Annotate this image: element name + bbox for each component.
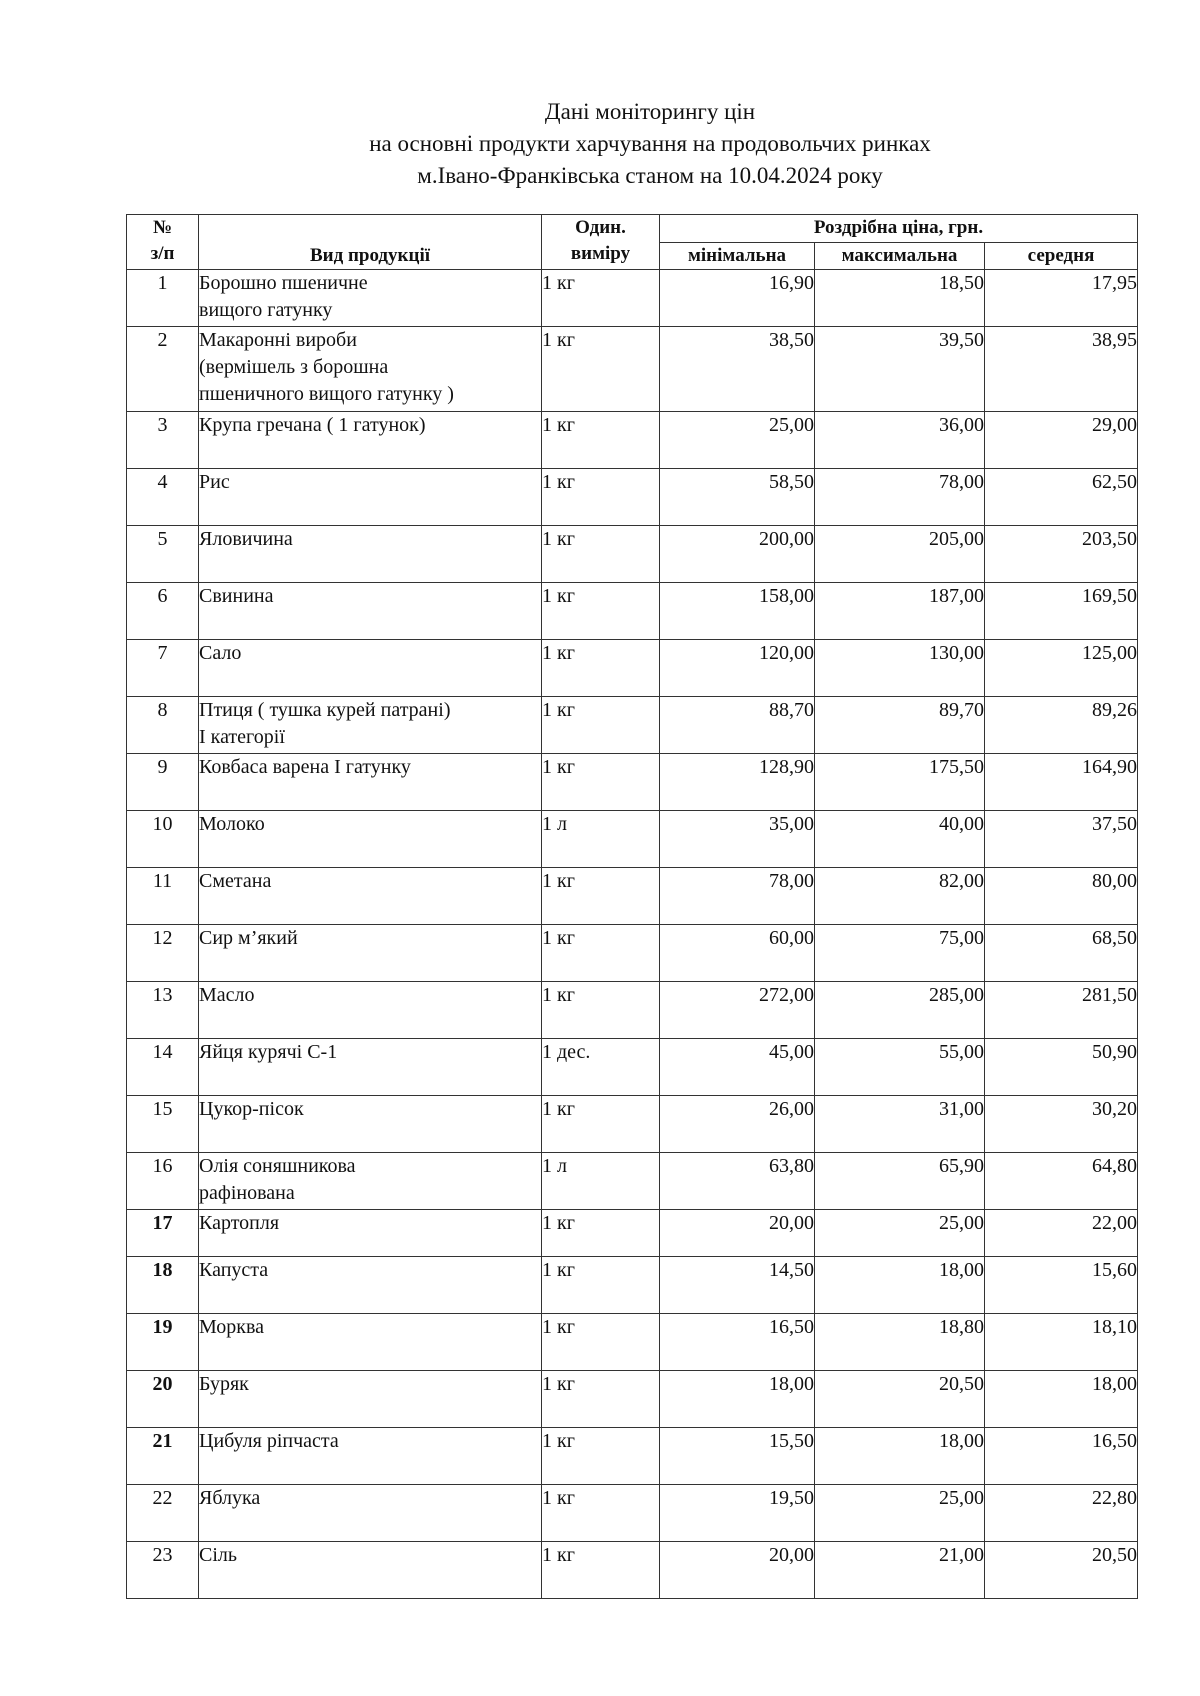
row-number: 5 [127,526,199,583]
table-row [127,868,1138,925]
min-price: 158,00 [660,583,815,640]
product-name: Морква [199,1314,542,1371]
table-row [127,1485,1138,1542]
table-row [127,754,1138,811]
table-row [127,697,1138,754]
avg-price: 89,26 [985,697,1138,754]
row-number: 11 [127,868,199,925]
table-row [127,1153,1138,1210]
row-number: 3 [127,412,199,469]
avg-price: 125,00 [985,640,1138,697]
avg-price: 62,50 [985,469,1138,526]
header-number-line-1: № [152,217,173,238]
min-price: 38,50 [660,327,815,412]
min-price: 63,80 [660,1153,815,1210]
row-number: 10 [127,811,199,868]
max-price: 18,80 [815,1314,985,1371]
unit: 1 кг [542,868,660,925]
max-price: 21,00 [815,1542,985,1599]
unit: 1 дес. [542,1039,660,1096]
unit: 1 кг [542,982,660,1039]
table-row [127,526,1138,583]
avg-price: 80,00 [985,868,1138,925]
unit: 1 кг [542,469,660,526]
unit: 1 л [542,811,660,868]
table-row [127,640,1138,697]
row-number: 1 [127,270,199,327]
min-price: 272,00 [660,982,815,1039]
product-name-line: Борошно пшеничне [199,272,368,294]
avg-price: 281,50 [985,982,1138,1039]
min-price: 35,00 [660,811,815,868]
product-name [199,327,542,412]
min-price: 200,00 [660,526,815,583]
row-number: 8 [127,697,199,754]
unit: 1 кг [542,1428,660,1485]
unit: 1 кг [542,327,660,412]
product-name [199,1153,542,1210]
min-price: 120,00 [660,640,815,697]
row-number: 9 [127,754,199,811]
max-price: 36,00 [815,412,985,469]
max-price: 40,00 [815,811,985,868]
avg-price: 203,50 [985,526,1138,583]
title-line-1: Дані моніторингу цін [544,99,756,124]
max-price: 65,90 [815,1153,985,1210]
unit: 1 кг [542,1257,660,1314]
unit: 1 кг [542,1096,660,1153]
row-number: 22 [127,1485,199,1542]
avg-price: 17,95 [985,270,1138,327]
unit: 1 кг [542,1314,660,1371]
unit: 1 кг [542,697,660,754]
header-avg-price: середня [985,243,1138,270]
unit: 1 кг [542,1210,660,1257]
row-number: 13 [127,982,199,1039]
product-name: Крупа гречана ( 1 гатунок) [199,412,542,469]
max-price: 55,00 [815,1039,985,1096]
max-price: 130,00 [815,640,985,697]
product-name-line: Макаронні вироби [199,329,357,351]
max-price: 75,00 [815,925,985,982]
table-row [127,327,1138,412]
unit: 1 кг [542,1371,660,1428]
unit: 1 кг [542,270,660,327]
product-name: Рис [199,469,542,526]
product-name-line: I категорії [199,726,285,748]
min-price: 60,00 [660,925,815,982]
row-number: 19 [127,1314,199,1371]
avg-price: 22,00 [985,1210,1138,1257]
min-price: 16,50 [660,1314,815,1371]
product-name: Яблука [199,1485,542,1542]
product-name: Свинина [199,583,542,640]
price-table [126,214,1138,1599]
max-price: 82,00 [815,868,985,925]
product-name: Сир м’який [199,925,542,982]
min-price: 88,70 [660,697,815,754]
row-number: 21 [127,1428,199,1485]
avg-price: 18,00 [985,1371,1138,1428]
table-row [127,982,1138,1039]
row-number: 7 [127,640,199,697]
header-max-price: максимальна [815,243,985,270]
product-name: Капуста [199,1257,542,1314]
row-number: 16 [127,1153,199,1210]
table-row [127,1210,1138,1257]
min-price: 18,00 [660,1371,815,1428]
table-row [127,1371,1138,1428]
avg-price: 29,00 [985,412,1138,469]
table-row [127,1096,1138,1153]
max-price: 187,00 [815,583,985,640]
row-number: 6 [127,583,199,640]
table-row [127,1428,1138,1485]
min-price: 20,00 [660,1542,815,1599]
max-price: 18,00 [815,1428,985,1485]
avg-price: 50,90 [985,1039,1138,1096]
min-price: 25,00 [660,412,815,469]
table-row [127,1542,1138,1599]
title-line-3: м.Івано-Франківська станом на 10.04.2024 року [417,163,883,188]
unit: 1 кг [542,412,660,469]
product-name: Сало [199,640,542,697]
unit: 1 кг [542,1542,660,1599]
min-price: 16,90 [660,270,815,327]
max-price: 89,70 [815,697,985,754]
product-name [199,697,542,754]
product-name-line: пшеничного вищого гатунку ) [199,383,454,405]
product-name: Ковбаса варена I гатунку [199,754,542,811]
avg-price: 15,60 [985,1257,1138,1314]
table-row [127,1257,1138,1314]
header-number [127,215,199,270]
header-unit [542,215,660,270]
avg-price: 164,90 [985,754,1138,811]
unit: 1 кг [542,925,660,982]
min-price: 58,50 [660,469,815,526]
row-number: 20 [127,1371,199,1428]
product-name-line: вищого гатунку [199,299,333,321]
max-price: 31,00 [815,1096,985,1153]
table-row [127,412,1138,469]
avg-price: 38,95 [985,327,1138,412]
row-number: 23 [127,1542,199,1599]
unit: 1 кг [542,1485,660,1542]
title-line-2: на основні продукти харчування на продовольчих ринках [369,131,931,156]
max-price: 205,00 [815,526,985,583]
header-product: Вид продукції [199,215,542,270]
max-price: 25,00 [815,1210,985,1257]
product-name: Масло [199,982,542,1039]
min-price: 26,00 [660,1096,815,1153]
product-name [199,270,542,327]
unit: 1 кг [542,526,660,583]
max-price: 18,00 [815,1257,985,1314]
header-retail-price: Роздрібна ціна, грн. [660,215,1138,243]
product-name: Молоко [199,811,542,868]
max-price: 20,50 [815,1371,985,1428]
table-row [127,1039,1138,1096]
max-price: 25,00 [815,1485,985,1542]
max-price: 285,00 [815,982,985,1039]
row-number: 14 [127,1039,199,1096]
unit: 1 кг [542,583,660,640]
min-price: 14,50 [660,1257,815,1314]
avg-price: 18,10 [985,1314,1138,1371]
product-name-line: Птиця ( тушка курей патрані) [199,699,451,721]
product-name: Сметана [199,868,542,925]
row-number: 15 [127,1096,199,1153]
avg-price: 68,50 [985,925,1138,982]
product-name: Картопля [199,1210,542,1257]
unit: 1 кг [542,640,660,697]
table-row [127,1314,1138,1371]
unit: 1 л [542,1153,660,1210]
product-name: Яловичина [199,526,542,583]
table-row [127,925,1138,982]
max-price: 78,00 [815,469,985,526]
header-unit-line-2: виміру [570,243,631,264]
row-number: 12 [127,925,199,982]
min-price: 15,50 [660,1428,815,1485]
product-name-line: (вермішель з борошна [199,356,389,378]
document-title [0,96,1200,192]
product-name: Яйця курячі С-1 [199,1039,542,1096]
min-price: 128,90 [660,754,815,811]
row-number: 2 [127,327,199,412]
row-number: 18 [127,1257,199,1314]
max-price: 39,50 [815,327,985,412]
product-name-line: Олія соняшникова [199,1155,356,1177]
header-number-line-2: з/п [150,243,175,264]
header-unit-line-1: Один. [575,217,626,238]
min-price: 20,00 [660,1210,815,1257]
product-name: Сіль [199,1542,542,1599]
product-name: Буряк [199,1371,542,1428]
product-name: Цибуля ріпчаста [199,1428,542,1485]
avg-price: 30,20 [985,1096,1138,1153]
header-min-price: мінімальна [660,243,815,270]
avg-price: 22,80 [985,1485,1138,1542]
product-name-line: рафінована [199,1182,295,1204]
product-name: Цукор-пісок [199,1096,542,1153]
avg-price: 37,50 [985,811,1138,868]
max-price: 175,50 [815,754,985,811]
avg-price: 169,50 [985,583,1138,640]
unit: 1 кг [542,754,660,811]
max-price: 18,50 [815,270,985,327]
table-row [127,583,1138,640]
table-row [127,469,1138,526]
avg-price: 16,50 [985,1428,1138,1485]
table-row [127,270,1138,327]
min-price: 78,00 [660,868,815,925]
row-number: 4 [127,469,199,526]
avg-price: 20,50 [985,1542,1138,1599]
table-row [127,811,1138,868]
avg-price: 64,80 [985,1153,1138,1210]
min-price: 19,50 [660,1485,815,1542]
row-number: 17 [127,1210,199,1257]
min-price: 45,00 [660,1039,815,1096]
